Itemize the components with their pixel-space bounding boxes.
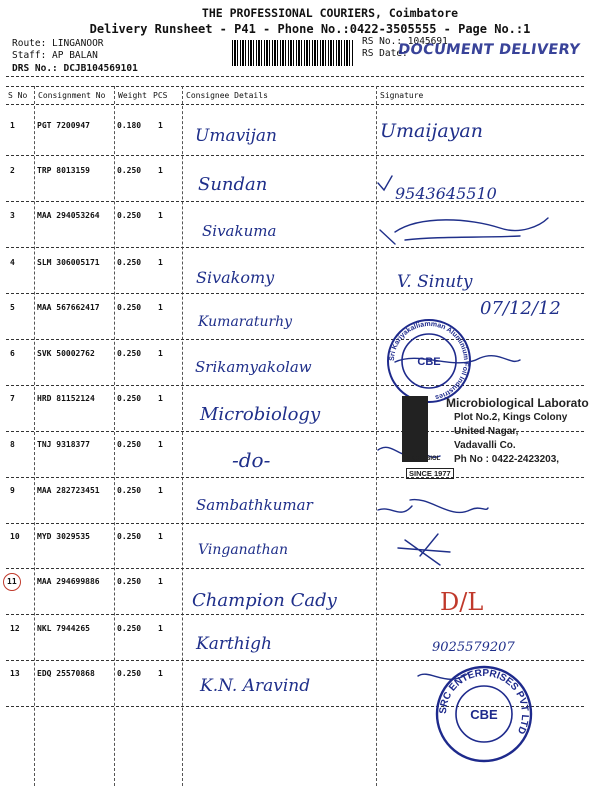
tick-mark	[378, 176, 392, 190]
row-weight: 0.250	[117, 349, 142, 358]
lab-abbr: MICROBIOL	[406, 456, 441, 462]
row-consignee-handwritten: Sivakuma	[202, 222, 277, 240]
rs-date: RS Date:	[362, 48, 408, 59]
row-weight: 0.250	[117, 440, 142, 449]
row-consignment-no: MAA 567662417	[37, 303, 100, 312]
row-signature: Umaijayan	[380, 120, 483, 142]
row-weight: 0.250	[117, 486, 142, 495]
row-pcs: 1	[158, 121, 163, 130]
signature-10-scribble	[398, 534, 450, 565]
row-sno: 7	[10, 394, 15, 403]
row-consignment-no: MAA 282723451	[37, 486, 100, 495]
row-sno: 11	[7, 577, 17, 586]
lab-logo-icon	[402, 396, 428, 462]
round-stamp-src-enterprises	[434, 664, 534, 764]
row-weight: 0.250	[117, 166, 142, 175]
row-sno: 9	[10, 486, 15, 495]
row-sno: 5	[10, 303, 15, 312]
col-weight-header: Weight	[118, 91, 147, 100]
row-consignment-no: HRD 81152124	[37, 394, 95, 403]
row-consignment-no: MYD 3029535	[37, 532, 90, 541]
lab-phone: Ph No : 0422-2423203,	[454, 454, 560, 465]
row-pcs: 1	[158, 440, 163, 449]
row-signature: V. Sinuty	[397, 272, 473, 292]
col-signature-header: Signature	[380, 91, 424, 100]
runsheet-title: THE PROFESSIONAL COURIERS, Coimbatore	[201, 6, 459, 20]
row-weight: 0.250	[117, 577, 142, 586]
row-pcs: 1	[158, 349, 163, 358]
row-pcs: 1	[158, 577, 163, 586]
row-signature: 07/12/12	[480, 298, 561, 319]
row-pcs: 1	[158, 624, 163, 633]
row-sno: 12	[10, 624, 20, 633]
staff-label: Staff: AP BALAN	[12, 50, 98, 61]
col-consignment-header: Consignment No	[38, 91, 106, 100]
row-pcs: 1	[158, 532, 163, 541]
delivered-mark: D/L	[440, 588, 484, 616]
row-consignee-handwritten: Umavijan	[195, 126, 277, 146]
row-consignment-no: PGT 7200947	[37, 121, 90, 130]
row-signature: 9543645510	[395, 184, 497, 203]
lab-address-3: Vadavalli Co.	[454, 440, 516, 451]
row-sno: 13	[10, 669, 20, 678]
row-sno: 8	[10, 440, 15, 449]
lab-address-2: United Nagar,	[454, 426, 519, 437]
row-consignment-no: EDQ 25570868	[37, 669, 95, 678]
stamp-center-text: CBE	[470, 707, 498, 722]
row-consignment-no: NKL 7944265	[37, 624, 90, 633]
runsheet-subtitle: Delivery Runsheet - P41 - Phone No.:0422-3505555 - Page No.:1	[89, 22, 531, 36]
row-weight: 0.250	[117, 624, 142, 633]
row-consignee-handwritten: -do-	[232, 448, 271, 472]
row-sno: 2	[10, 166, 15, 175]
stamp-ring-text: Sri Kariyakalliamman Aluminium Foil Industries	[388, 320, 470, 401]
row-pcs: 1	[158, 166, 163, 175]
lab-address-1: Plot No.2, Kings Colony	[454, 412, 568, 423]
row-consignee-handwritten: Microbiology	[200, 404, 321, 425]
stamp-ring-text: SRC ENTERPRISES PVT LTD	[437, 667, 531, 736]
row-consignee-handwritten: Champion Cady	[192, 590, 337, 611]
row-consignee-handwritten: Karthigh	[196, 634, 273, 654]
row-consignee-handwritten: Vinganathan	[198, 542, 289, 558]
row-consignment-no: MAA 294699886	[37, 577, 100, 586]
lab-since: SINCE 1977	[406, 468, 454, 479]
row-consignment-no: SVK 50002762	[37, 349, 95, 358]
row-consignment-no: MAA 294053264	[37, 211, 100, 220]
row-weight: 0.250	[117, 532, 142, 541]
rs-number: RS No.: 1045691	[362, 36, 448, 47]
row-pcs: 1	[158, 303, 163, 312]
row-sno: 3	[10, 211, 15, 220]
row-consignee-handwritten: K.N. Aravind	[200, 676, 311, 696]
row-signature: 9025579207	[432, 640, 515, 655]
row-weight: 0.180	[117, 121, 142, 130]
row-consignee-handwritten: Sundan	[198, 174, 268, 195]
row-weight: 0.250	[117, 669, 142, 678]
route-label: Route: LINGANOOR	[12, 38, 104, 49]
row-pcs: 1	[158, 258, 163, 267]
col-sno-header: S No	[8, 91, 28, 100]
stamp-center-text: CBE	[417, 356, 441, 368]
row-consignment-no: SLM 306005171	[37, 258, 100, 267]
row-pcs: 1	[158, 394, 163, 403]
row-consignee-handwritten: Srikamyakolaw	[195, 358, 312, 376]
row-consignment-no: TRP 8013159	[37, 166, 90, 175]
row-consignee-handwritten: Sivakomy	[196, 268, 275, 287]
row-sno: 6	[10, 349, 15, 358]
col-consignee-header: Consignee Details	[186, 91, 268, 100]
row-sno: 10	[10, 532, 20, 541]
signature-9-scribble	[378, 500, 488, 513]
row-weight: 0.250	[117, 303, 142, 312]
row-pcs: 1	[158, 211, 163, 220]
microbiological-lab-stamp	[402, 394, 600, 488]
row-sno: 1	[10, 121, 15, 130]
row-weight: 0.250	[117, 211, 142, 220]
row-pcs: 1	[158, 486, 163, 495]
lab-name: Microbiological Laborato	[446, 396, 589, 410]
round-stamp-kariyakalliamman	[386, 318, 472, 404]
document-delivery-stamp: DOCUMENT DELIVERY	[396, 42, 581, 58]
col-pcs-header: PCS	[153, 91, 168, 100]
row-pcs: 1	[158, 669, 163, 678]
row-weight: 0.250	[117, 258, 142, 267]
drs-number: DRS No.: DCJB104569101	[12, 63, 138, 74]
row-consignee-handwritten: Sambathkumar	[196, 496, 313, 514]
row-weight: 0.250	[117, 394, 142, 403]
svg-text:SRC ENTERPRISES PVT LTD	[438, 668, 530, 736]
row-sno: 4	[10, 258, 15, 267]
row-consignment-no: TNJ 9318377	[37, 440, 90, 449]
signature-3-scribble	[380, 218, 548, 244]
row-consignee-handwritten: Kumaraturhy	[198, 314, 293, 330]
